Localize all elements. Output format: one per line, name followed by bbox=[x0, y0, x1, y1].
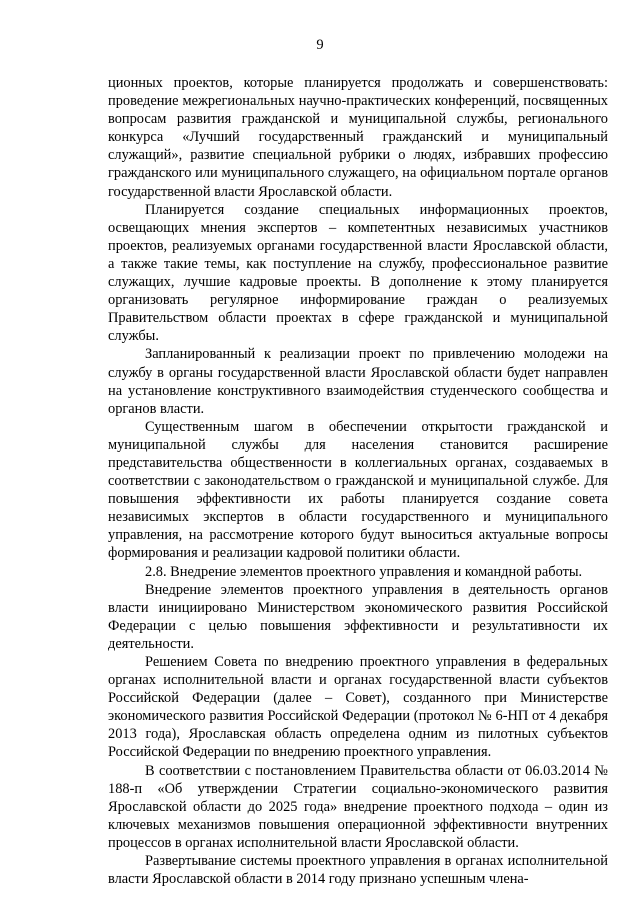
paragraph: ционных проектов, которые планируется продолжать и совершенствовать: проведение межрегиональных научно-практических конференций, посвященных вопросам развития гражданской и муниципальной службы, регионального конкурса «Лучший государственный гражданский и муниципальный служащий», развитие специальной рубрики о людях, избравших профессию гражданского или муниципального служащего, на официальном портале органов государственной власти Ярославской области. bbox=[108, 75, 608, 200]
paragraph: Существенным шагом в обеспечении открытости гражданской и муниципальной службы для населения становится расширение представительства общественности в коллегиальных органах, создаваемых в соответствии с законодательством о гражданской и муниципальной службе. Для повышения эффективности их работы планируется создание совета независимых экспертов в области государственного и муниципального управления, на рассмотрение которого будут выноситься актуальные вопросы формирования и реализации кадровой политики области. bbox=[108, 418, 608, 562]
paragraph: Внедрение элементов проектного управления в деятельность органов власти инициировано Министерством экономического развития Российской Федерации с целью повышения эффективности и результативности их деятельности. bbox=[108, 581, 608, 652]
paragraph: Запланированный к реализации проект по привлечению молодежи на службу в органы государственной власти Ярославской области будет направлен на установление конструктивного взаимодействия студенческого сообщества и органов власти. bbox=[108, 346, 608, 417]
body-text bbox=[108, 74, 608, 888]
section-heading: 2.8. Внедрение элементов проектного управления и командной работы. bbox=[145, 563, 583, 580]
paragraph: Развертывание системы проектного управления в органах исполнительной власти Ярославской области в 2014 году признано успешным члена- bbox=[108, 853, 608, 888]
paragraph: Планируется создание специальных информационных проектов, освещающих мнения экспертов – компетентных независимых участников проектов, реализуемых органами государственной власти Ярославской области, а также такие темы, как поступление на службу, профессиональное развитие служащих, лучшие кадровые проекты. В дополнение к этому планируется организовать регулярное информирование граждан о реализуемых Правительством области проектах в сфере гражданской и муниципальной службы. bbox=[108, 201, 608, 345]
paragraph: В соответствии с постановлением Правительства области от 06.03.2014 № 188-п «Об утверждении Стратегии социально-экономического развития Ярославской области до 2025 года» внедрение проектного подхода – один из ключевых механизмов повышения операционной эффективности внутренних процессов в органах исполнительной власти Ярославской области. bbox=[108, 762, 608, 851]
paragraph: Решением Совета по внедрению проектного управления в федеральных органах исполнительной власти и органах государственной власти субъектов Российской Федерации (далее – Совет), созданного при Министерстве экономического развития Российской Федерации (протокол № 6-НП от 4 декабря 2013 года), Ярославская область определена одним из пилотных субъектов Российской Федерации по внедрению проектного управления. bbox=[108, 654, 608, 761]
page-number: 9 bbox=[316, 37, 324, 53]
